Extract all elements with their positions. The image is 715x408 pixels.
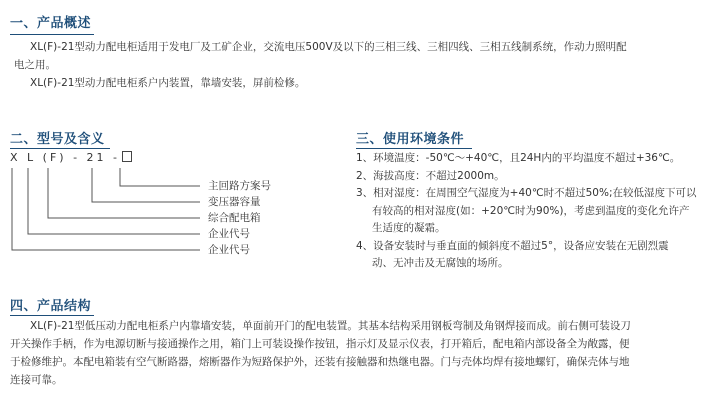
env-item-2: 2、海拔高度：不超过2000m。 [356, 169, 505, 182]
section2-title: 二、型号及含义 [10, 132, 105, 147]
env-item-3-cont-2: 生适度的凝霜。 [372, 222, 446, 234]
bracket-line-3 [48, 168, 200, 218]
model-label-5: 企业代号 [208, 244, 250, 256]
env-item-4: 4、设备安装时与垂直面的倾斜度不超过5°，设备应安装在无剧烈震 [356, 239, 669, 252]
section3-underline [356, 148, 472, 149]
section4-title: 四、产品结构 [10, 299, 92, 314]
env-item-3: 3、相对湿度：在周围空气湿度为+40℃时不超过50%;在较低湿度下可以 [356, 187, 697, 199]
env-item-1: 1、环境温度：-50℃～+40℃，且24H内的平均温度不超过+36℃。 [356, 152, 681, 164]
model-code-text: X L (F) - 21 - [10, 151, 120, 164]
section4-line-2: 开关操作手柄，作为电源切断与接通操作之用，箱门上可装设操作按钮，指示灯及显示仪表，打开箱后，配电箱内部设备全为敞露，便 [10, 338, 630, 350]
env-item-3-cont-1: 有较高的相对湿度(如：+20℃时为90%)，考虑到温度的变化允许产 [372, 204, 690, 217]
model-label-2: 变压器容量 [208, 196, 261, 208]
section4-underline [10, 315, 94, 316]
bracket-line-2 [92, 168, 200, 202]
section1-line-1: XL(F)-21型动力配电柜适用于发电厂及工矿企业，交流电压500V及以下的三相三线、三相四线、三相五线制系统，作动力照明配 [30, 41, 627, 53]
env-item-4-cont: 动、无冲击及无腐蚀的场所。 [372, 257, 509, 269]
section1-title: 一、产品概述 [10, 16, 92, 31]
section3-title: 三、使用环境条件 [356, 132, 465, 147]
model-label-4: 企业代号 [208, 228, 250, 240]
section1-line-2: 电之用。 [14, 59, 56, 71]
bracket-line-1 [120, 168, 200, 186]
model-label-3: 综合配电箱 [208, 212, 261, 224]
model-label-1: 主回路方案号 [208, 180, 271, 192]
section4-body [10, 317, 710, 389]
section1-line-3: XL(F)-21型动力配电柜系户内装置，靠墙安装，屏前检修。 [30, 77, 306, 89]
bracket-line-4 [28, 168, 200, 234]
section4-line-1: XL(F)-21型低压动力配电柜系户内靠墙安装，单面前开门的配电装置。其基本结构采用钢板弯制及角钢焊接而成。前右侧可装设刀 [30, 320, 631, 332]
model-diagram-lines [0, 0, 330, 270]
section4-line-3: 于检修维护。本配电箱装有空气断路器，熔断器作为短路保护外，还装有接触器和热继电器。门与壳体均焊有接地螺钉，确保壳体与地 [10, 356, 630, 368]
section4-line-4: 连接可靠。 [10, 374, 63, 386]
section3-body [356, 150, 706, 273]
bracket-line-5 [12, 168, 200, 250]
